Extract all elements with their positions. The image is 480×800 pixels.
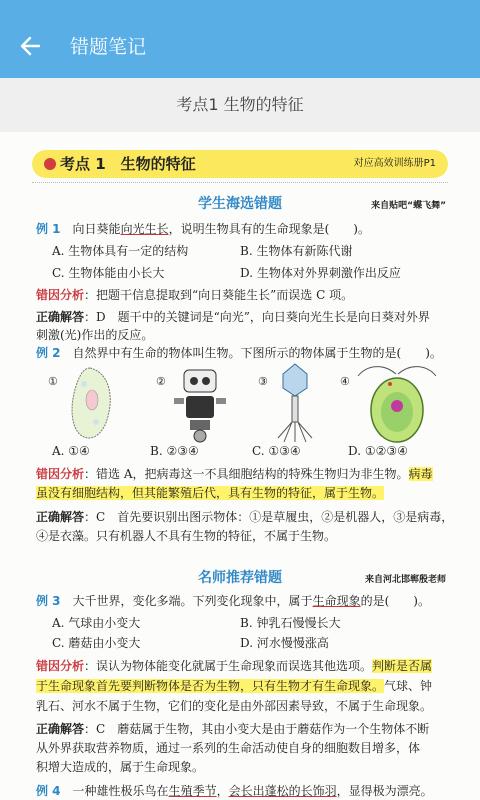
example-label: 例 2 <box>36 346 61 360</box>
option-a: A. 生物体具有一定的结构 <box>52 244 189 258</box>
option-a: A. ①④ <box>52 444 90 458</box>
banner-title: 考点 1 生物的特征 <box>60 155 196 173</box>
section-source: 来自河北邯郸殷老师 <box>364 575 446 585</box>
error-analysis <box>36 484 450 502</box>
example-label: 例 3 <box>36 594 61 608</box>
note-image[interactable] <box>0 132 480 800</box>
example-label: 例 4 <box>36 784 61 798</box>
highlight: 虽没有细胞结构，但其能繁殖后代，具有生物的特征，属于生物。 <box>36 486 385 500</box>
answer-line: 刺激(光)作出的反应。 <box>36 328 154 342</box>
section-source: 来自贴吧“蝶飞舞” <box>371 201 446 211</box>
topic-banner <box>32 150 448 178</box>
error-analysis: 错因分析：误认为物体能变化就属于生命现象而误选其他选项。判断是否属 <box>36 659 433 673</box>
highlight: 判断是否属 <box>372 659 433 673</box>
answer-line: ④是衣藻。只有机器人不具有生物的特征，不属于生物。 <box>36 529 337 543</box>
option-d: D. ①②③④ <box>348 444 408 458</box>
page-title: 错题笔记 <box>70 36 147 58</box>
highlight: 于生命现象首先要判断物体是否为生物，只有生物才有生命现象。 <box>36 679 385 693</box>
divider <box>32 182 448 183</box>
error-analysis: 于生命现象首先要判断物体是否为生物，只有生物才有生命现象。气球、钟 <box>36 679 433 693</box>
question-line: 例 2 自然界中有生命的物体叫生物。下图所示的物体属于生物的是( )。 <box>36 346 442 360</box>
error-analysis: 乳石、河水不属于生物，它们的变化是由外部因素导致，不属于生命现象。 <box>36 699 433 713</box>
question-line: 例 3 大千世界，变化多端。下列变化现象中，属于生命现象的是( )。 <box>36 594 430 608</box>
option-a: A. 气球由小变大 <box>52 616 141 630</box>
section-header <box>0 194 480 216</box>
back-button[interactable] <box>14 30 46 62</box>
option-d: D. 生物体对外界刺激作出反应 <box>240 266 401 280</box>
question-line: 例 4 一种雄性极乐鸟在生殖季节，会长出蓬松的长饰羽，显得极为漂亮。 <box>36 784 433 798</box>
robot-figure: ② <box>156 370 166 389</box>
note-subtitle: 考点1 生物的特征 <box>0 78 480 132</box>
option-b: B. 生物体有新陈代谢 <box>240 244 353 258</box>
answer-line: 正确解答：C 蘑菇属于生物，其由小变大是由于蘑菇作为一个生物体不断 <box>36 722 430 736</box>
section-title: 学生海选错题 <box>198 196 282 212</box>
paramecium-figure: ① <box>48 370 58 389</box>
answer-line: 正确解答：C 首先要识别出图示物体：①是草履虫，②是机器人，③是病毒， <box>36 510 454 524</box>
answer-line: 正确解答：D 题干中的关键词是“向光”，向日葵向光生长是向日葵对外界 <box>36 310 430 324</box>
option-b: B. 钟乳石慢慢长大 <box>240 616 341 630</box>
option-c: C. ①③④ <box>252 444 301 458</box>
highlight: 病毒 <box>408 467 433 481</box>
virus-figure: ③ <box>258 370 268 389</box>
option-c: C. 生物体能由小长大 <box>52 266 165 280</box>
option-b: B. ②③④ <box>150 444 199 458</box>
answer-line: 积增大造成的，属于生命现象。 <box>36 760 205 774</box>
section-header <box>0 568 480 590</box>
banner-dot-icon <box>44 158 56 170</box>
underlined-keyword: 生命现象 <box>312 594 361 608</box>
option-c: C. 蘑菇由小变大 <box>52 636 141 650</box>
banner-reference: 对应高效训练册P1 <box>353 158 436 169</box>
answer-line: 从外界获取营养物质，通过一系列的生命活动使自身的细胞数目增多，体 <box>36 741 421 755</box>
option-d: D. 河水慢慢涨高 <box>240 636 329 650</box>
question-line: 例 1 向日葵能向光生长，说明生物具有的生命现象是( )。 <box>36 222 370 236</box>
error-analysis: 错因分析：把题干信息提取到“向日葵能生长”而误选 C 项。 <box>36 288 354 302</box>
chlamydomonas-figure: ④ <box>340 370 350 389</box>
error-analysis: 错因分析：错选 A，把病毒这一不具细胞结构的特殊生物归为非生物。病毒 <box>36 467 433 481</box>
section-title: 名师推荐错题 <box>198 570 282 586</box>
underlined-keyword: 向光生长 <box>120 222 169 236</box>
arrow-left-icon <box>19 35 41 57</box>
example-label: 例 1 <box>36 222 61 236</box>
